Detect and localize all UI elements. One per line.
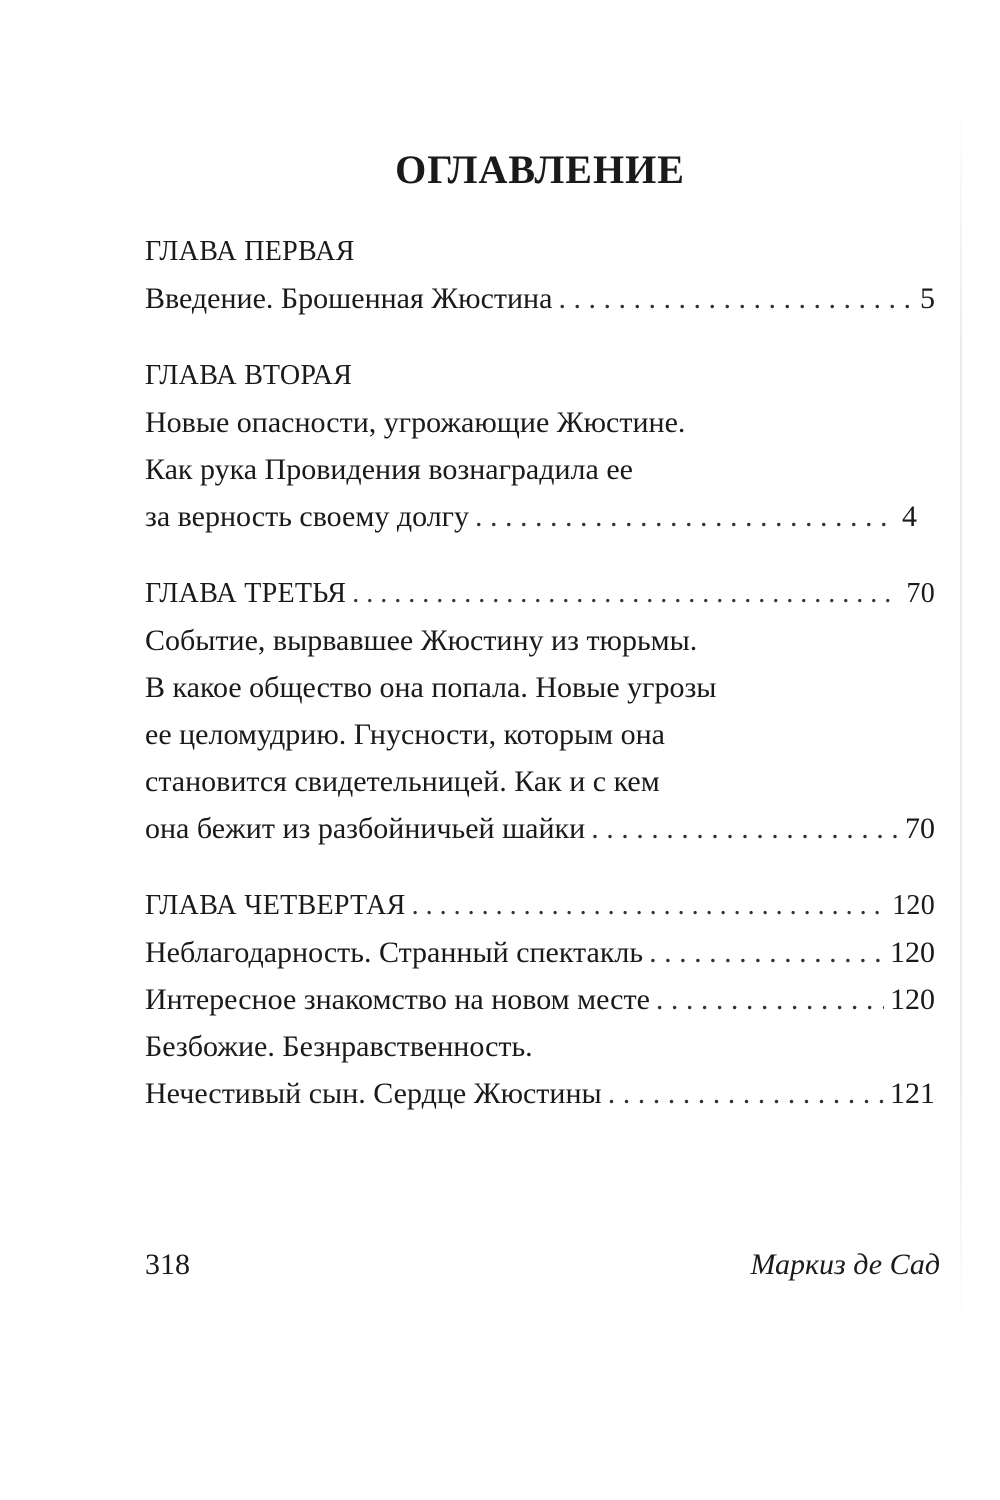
toc-entry — [145, 1070, 935, 1117]
toc-entry-text: Событие, вырвавшее Жюстину из тюрьмы. — [145, 624, 698, 657]
toc-entry — [145, 758, 935, 805]
toc-entry-text: Как рука Провидения вознаградила ее — [145, 453, 633, 486]
toc-entry-text: Нечестивый сын. Сердце Жюстины — [145, 1077, 602, 1110]
chapter-heading-1 — [145, 228, 935, 275]
dot-leader — [656, 976, 884, 1023]
toc-entry — [145, 399, 935, 446]
toc-entry — [145, 976, 935, 1023]
toc-entry-text: Неблагодарность. Странный спектакль — [145, 936, 644, 969]
toc-entry — [145, 275, 935, 322]
chapter-heading-text: ГЛАВА ПЕРВАЯ — [145, 236, 355, 267]
toc-entry-text: Новые опасности, угрожающие Жюстине. — [145, 406, 686, 439]
toc-entry-text: становится свидетельницей. Как и с кем — [145, 765, 660, 798]
page-number: 318 — [145, 1248, 190, 1281]
table-of-contents — [145, 228, 935, 1117]
chapter-heading-2 — [145, 352, 935, 399]
toc-entry — [145, 664, 935, 711]
toc-entry — [145, 929, 935, 976]
toc-entry-page: 120 — [890, 936, 935, 969]
toc-entry-page: 120 — [890, 983, 935, 1016]
dot-leader — [649, 929, 884, 976]
chapter-heading-text: ГЛАВА ВТОРАЯ — [145, 360, 353, 391]
toc-entry — [145, 493, 935, 540]
chapter-heading-text: ГЛАВА ТРЕТЬЯ — [145, 578, 347, 609]
toc-entry-text: Безбожие. Безнравственность. — [145, 1030, 533, 1063]
chapter-heading-page: 70 — [906, 578, 935, 609]
toc-entry — [145, 805, 935, 852]
toc-entry-text: В какое общество она попала. Новые угрозы — [145, 671, 717, 704]
toc-entry-text: за верность своему долгу — [145, 500, 469, 533]
toc-entry — [145, 1023, 935, 1070]
chapter-heading-page: 120 — [892, 890, 935, 921]
scan-edge — [960, 95, 962, 1335]
toc-entry — [145, 711, 935, 758]
dot-leader — [352, 570, 900, 617]
chapter-heading-4 — [145, 882, 935, 929]
dot-leader — [475, 493, 896, 540]
toc-entry — [145, 446, 935, 493]
page-footer — [145, 1245, 940, 1285]
toc-entry-page: 5 — [920, 282, 935, 315]
running-author: Маркиз де Сад — [750, 1248, 940, 1281]
toc-entry-page: 121 — [890, 1077, 935, 1110]
toc-entry — [145, 617, 935, 664]
toc-entry-page: 4 — [902, 500, 917, 533]
toc-entry-text: она бежит из разбойничьей шайки — [145, 812, 586, 845]
chapter-heading-3 — [145, 570, 935, 617]
toc-entry-text: ее целомудрию. Гнусности, которым она — [145, 718, 665, 751]
dot-leader — [591, 805, 899, 852]
dot-leader — [412, 882, 886, 929]
toc-entry-text: Интересное знакомство на новом месте — [145, 983, 650, 1016]
dot-leader — [608, 1070, 884, 1117]
toc-entry-page: 70 — [905, 812, 935, 845]
chapter-heading-text: ГЛАВА ЧЕТВЕРТАЯ — [145, 890, 406, 921]
page-title: ОГЛАВЛЕНИЕ — [395, 147, 685, 192]
toc-entry-text: Введение. Брошенная Жюстина — [145, 282, 553, 315]
dot-leader — [558, 275, 914, 322]
